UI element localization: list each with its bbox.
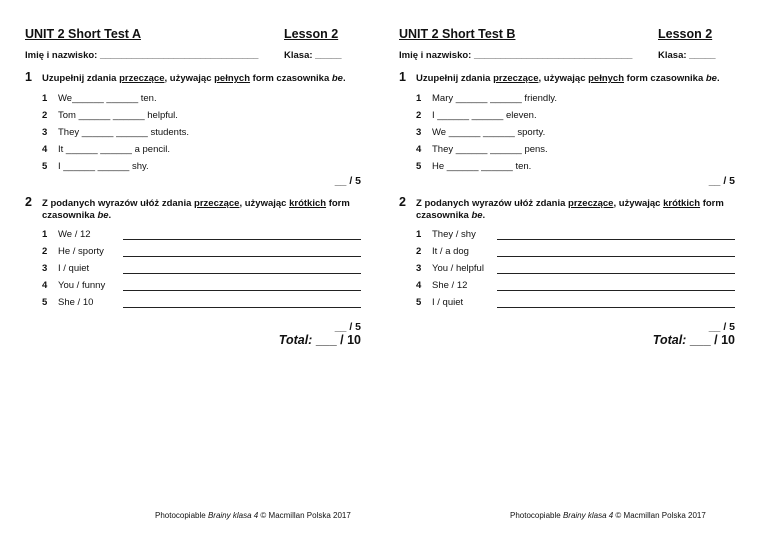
answer-line[interactable] <box>497 290 735 291</box>
exercise-2-number: 2 <box>25 195 32 209</box>
exercise-2-instruction: Z podanych wyrazów ułóż zdania przeczące, używając krótkich form czasownika be. <box>42 198 350 221</box>
total-score: Total: ___ / 10 <box>278 333 361 347</box>
list-item: 1 We / 12 <box>42 229 91 240</box>
exercise-1-score: __ / 5 <box>708 175 735 187</box>
class-field[interactable]: Klasa: _____ <box>658 50 716 61</box>
list-item: 3 You / helpful <box>416 263 484 274</box>
answer-line[interactable] <box>497 273 735 274</box>
exercise-2-score: __ / 5 <box>334 321 361 333</box>
exercise-1-instruction: Uzupełnij zdania przeczące, używając pełnych form czasownika be. <box>42 73 346 84</box>
answer-line[interactable] <box>497 307 735 308</box>
list-item[interactable]: 4 They ______ ______ pens. <box>416 144 548 155</box>
lesson-label: Lesson 2 <box>284 27 339 41</box>
exercise-2-instruction: Z podanych wyrazów ułóż zdania przeczące, używając krótkich form czasownika be. <box>416 198 724 221</box>
class-field[interactable]: Klasa: _____ <box>284 50 342 61</box>
list-item: 4 You / funny <box>42 280 106 291</box>
answer-line[interactable] <box>123 307 361 308</box>
total-score: Total: ___ / 10 <box>652 333 735 347</box>
answer-line[interactable] <box>123 239 361 240</box>
list-item[interactable]: 5 I ______ ______ shy. <box>42 161 149 172</box>
answer-line[interactable] <box>123 290 361 291</box>
list-item: 5 She / 10 <box>42 297 94 308</box>
list-item: 2 He / sporty <box>42 246 104 257</box>
list-item: 5 I / quiet <box>416 297 464 308</box>
test-title: UNIT 2 Short Test A <box>25 27 141 41</box>
list-item[interactable]: 4 It ______ ______ a pencil. <box>42 144 170 155</box>
answer-line[interactable] <box>497 256 735 257</box>
name-field[interactable]: Imię i nazwisko: ______________________________ <box>399 50 633 61</box>
lesson-label: Lesson 2 <box>658 27 713 41</box>
list-item[interactable]: 2 Tom ______ ______ helpful. <box>42 110 178 121</box>
list-item: 4 She / 12 <box>416 280 468 291</box>
list-item: 3 I / quiet <box>42 263 90 274</box>
footer-copyright: Photocopiable Brainy klasa 4 © Macmillan Polska 2017 <box>155 511 351 520</box>
footer-copyright: Photocopiable Brainy klasa 4 © Macmillan Polska 2017 <box>510 511 706 520</box>
test-b-panel <box>399 0 745 543</box>
list-item: 1 They / shy <box>416 229 476 240</box>
list-item[interactable]: 1 We______ ______ ten. <box>42 93 157 104</box>
test-a-panel <box>25 0 371 543</box>
name-field[interactable]: Imię i nazwisko: ______________________________ <box>25 50 259 61</box>
list-item[interactable]: 3 They ______ ______ students. <box>42 127 189 138</box>
list-item[interactable]: 1 Mary ______ ______ friendly. <box>416 93 557 104</box>
list-item[interactable]: 3 We ______ ______ sporty. <box>416 127 546 138</box>
exercise-2-score: __ / 5 <box>708 321 735 333</box>
exercise-2-number: 2 <box>399 195 406 209</box>
exercise-1-score: __ / 5 <box>334 175 361 187</box>
exercise-1-number: 1 <box>25 70 32 84</box>
list-item: 2 It / a dog <box>416 246 469 257</box>
exercise-1-instruction: Uzupełnij zdania przeczące, używając pełnych form czasownika be. <box>416 73 720 84</box>
answer-line[interactable] <box>123 273 361 274</box>
answer-line[interactable] <box>123 256 361 257</box>
answer-line[interactable] <box>497 239 735 240</box>
exercise-1-number: 1 <box>399 70 406 84</box>
list-item[interactable]: 2 I ______ ______ eleven. <box>416 110 537 121</box>
list-item[interactable]: 5 He ______ ______ ten. <box>416 161 532 172</box>
test-title: UNIT 2 Short Test B <box>399 27 516 41</box>
